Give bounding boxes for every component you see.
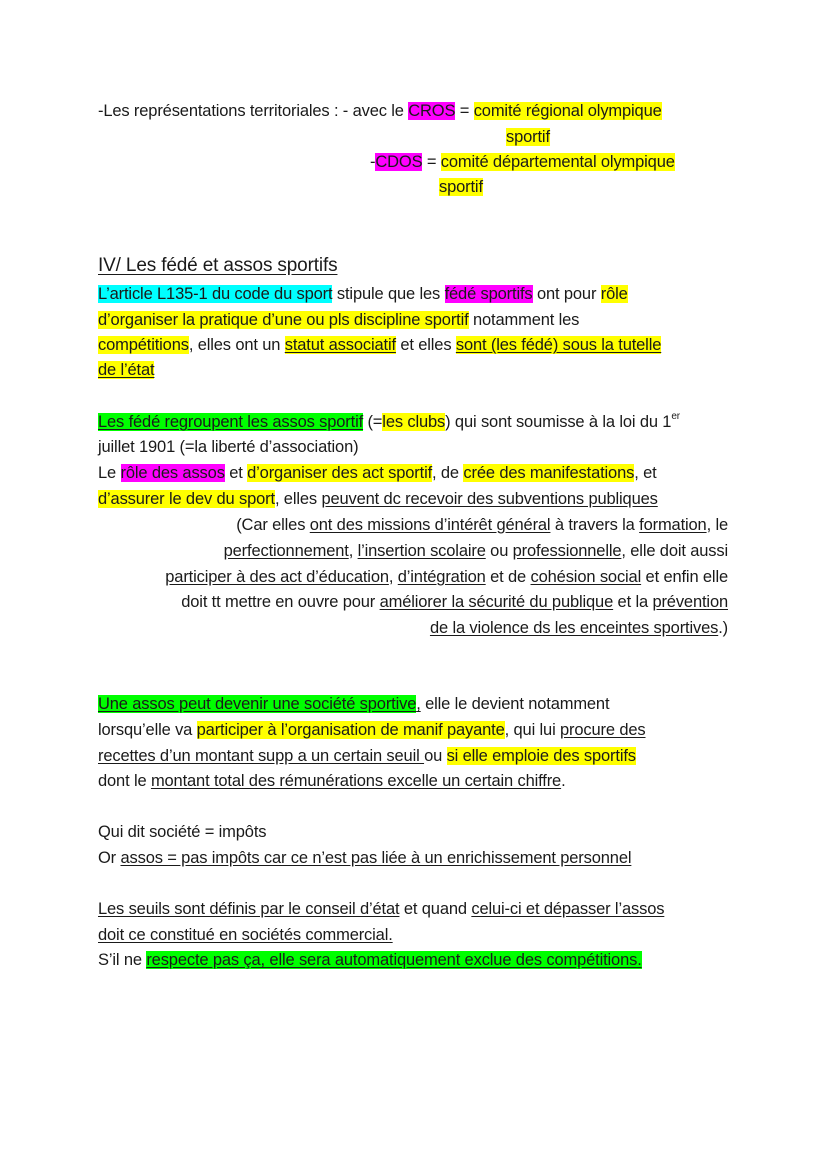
underlined-text: doit ce constitué en sociétés commercial. — [98, 926, 393, 944]
text: Or — [98, 849, 121, 867]
highlight-underlined-text: statut associatif — [284, 336, 396, 354]
p4-line-4 — [98, 770, 566, 792]
underlined-text: formation — [639, 516, 707, 534]
underlined-text: montant total des rémunérations excelle un certain chiffre — [150, 772, 562, 790]
p2-line-1 — [98, 411, 680, 433]
text: ) qui sont soumisse à la loi du 1 — [445, 413, 672, 431]
underlined-text: procure des — [560, 721, 646, 739]
text: elle le devient notamment — [420, 695, 610, 713]
text: et de — [485, 568, 531, 586]
highlight-text: d’assurer le dev du sport — [98, 490, 275, 508]
highlight-text: les clubs — [382, 413, 446, 431]
highlight-text: sportif — [439, 178, 483, 196]
text: (= — [363, 413, 383, 431]
text: , — [388, 568, 398, 586]
underlined-text: prévention — [652, 593, 728, 611]
p3-line-4 — [181, 591, 728, 613]
highlight-text: participer à l’organisation de manif payante — [196, 721, 505, 739]
underlined-text: cohésion social — [530, 568, 642, 586]
p2-line-4 — [98, 488, 658, 510]
text: et la — [613, 593, 653, 611]
highlight-text: fédé sportifs — [444, 285, 533, 303]
text: et enfin elle — [641, 568, 728, 586]
p5-line-1 — [98, 821, 266, 843]
p1-line-4 — [98, 359, 154, 381]
text: Qui dit société = impôts — [98, 823, 267, 841]
text: et — [224, 464, 248, 482]
text: , le — [706, 516, 728, 534]
text: stipule que les — [332, 285, 445, 303]
text: et elles — [395, 336, 456, 354]
text: notamment les — [468, 311, 580, 329]
text: et quand — [399, 900, 472, 918]
p6-line-1 — [98, 898, 664, 920]
p4-line-1 — [98, 693, 609, 715]
underlined-text: l’insertion scolaire — [357, 542, 486, 560]
highlight-green-text: Une assos peut devenir une société sportive — [98, 695, 417, 713]
p1-line-3 — [98, 334, 661, 356]
section-heading: IV/ Les fédé et assos sportifs — [98, 255, 338, 276]
highlight-article-ref: L’article L135-1 du code du sport — [98, 285, 333, 303]
text: .) — [718, 619, 728, 637]
p3-line-2 — [224, 540, 728, 562]
p2-line-3 — [98, 462, 657, 484]
text: . — [561, 772, 566, 790]
highlight-text: compétitions — [98, 336, 189, 354]
highlight-text: sportif — [506, 128, 550, 146]
text: juillet 1901 (=la liberté d’association) — [98, 438, 359, 456]
highlight-text: crée des manifestations — [463, 464, 635, 482]
text: à travers la — [550, 516, 640, 534]
territorial-line-3 — [370, 151, 675, 173]
territorial-line-4 — [439, 176, 483, 198]
underlined-text: professionnelle — [512, 542, 622, 560]
text: , — [348, 542, 358, 560]
text: dont le — [98, 772, 151, 790]
highlight-cros: CROS — [408, 102, 456, 120]
text: -Les représentations territoriales : - avec le — [98, 102, 409, 120]
highlight-green-text: respecte pas ça, elle sera automatiquement exclue des compétitions. — [146, 951, 642, 969]
underlined-text: d’intégration — [397, 568, 486, 586]
highlight-cdos-definition: comité départemental olympique — [440, 153, 675, 171]
text: , elles ont un — [188, 336, 285, 354]
p6-line-2 — [98, 924, 393, 946]
text: = — [455, 102, 474, 120]
underlined-text: améliorer la sécurité du publique — [379, 593, 614, 611]
text: ou — [424, 747, 447, 765]
underlined-text: ont des missions d’intérêt général — [309, 516, 551, 534]
p2-line-2 — [98, 436, 358, 458]
highlight-cros-definition: comité régional olympique — [473, 102, 662, 120]
text: , de — [432, 464, 464, 482]
p6-line-3 — [98, 949, 642, 971]
highlight-text: rôle des assos — [120, 464, 225, 482]
underlined-text: perfectionnement — [223, 542, 349, 560]
underlined-text: Les seuils sont définis par le conseil d’état — [98, 900, 400, 918]
text: , elle doit aussi — [621, 542, 728, 560]
highlight-underlined-text: sont (les fédé) sous la tutelle — [455, 336, 662, 354]
text: S’il ne — [98, 951, 147, 969]
highlight-green-text: Les fédé regroupent les assos sportif — [98, 413, 364, 431]
text: , qui lui — [504, 721, 561, 739]
text: , — [416, 695, 421, 713]
underlined-text: de la violence ds les enceintes sportives — [429, 619, 719, 637]
p1-line-1 — [98, 283, 628, 305]
highlight-underlined-text: de l’état — [98, 361, 155, 379]
underlined-text: peuvent dc recevoir des subventions publiques — [321, 490, 658, 508]
text: lorsqu’elle va — [98, 721, 197, 739]
p5-line-2 — [98, 847, 631, 869]
p4-line-2 — [98, 719, 646, 741]
p3-line-1 — [236, 514, 728, 536]
text: ou — [485, 542, 513, 560]
underlined-text: celui-ci et dépasser l’assos — [471, 900, 665, 918]
underlined-text: recettes d’un montant supp a un certain seuil — [98, 747, 425, 765]
text: , et — [634, 464, 657, 482]
p3-line-5 — [430, 617, 728, 639]
territorial-line-2 — [506, 126, 550, 148]
underlined-text: participer à des act d’éducation — [165, 568, 389, 586]
highlight-text: rôle — [600, 285, 628, 303]
p1-line-2 — [98, 309, 579, 331]
text: doit tt mettre en ouvre pour — [181, 593, 380, 611]
p4-line-3 — [98, 745, 636, 767]
highlight-text: si elle emploie des sportifs — [446, 747, 636, 765]
text: - — [370, 153, 376, 171]
territorial-line-1 — [98, 100, 662, 122]
text: (Car elles — [236, 516, 310, 534]
text: ont pour — [532, 285, 601, 303]
highlight-text: d’organiser des act sportif — [247, 464, 433, 482]
text: = — [422, 153, 441, 171]
text: Le — [98, 464, 121, 482]
highlight-cdos: CDOS — [375, 153, 423, 171]
highlight-text: d’organiser la pratique d’une ou pls discipline sportif — [98, 311, 469, 329]
underlined-text: assos = pas impôts car ce n’est pas liée à un enrichissement personnel — [120, 849, 632, 867]
text: , elles — [274, 490, 322, 508]
p3-line-3 — [165, 566, 728, 588]
superscript: er — [671, 411, 680, 422]
